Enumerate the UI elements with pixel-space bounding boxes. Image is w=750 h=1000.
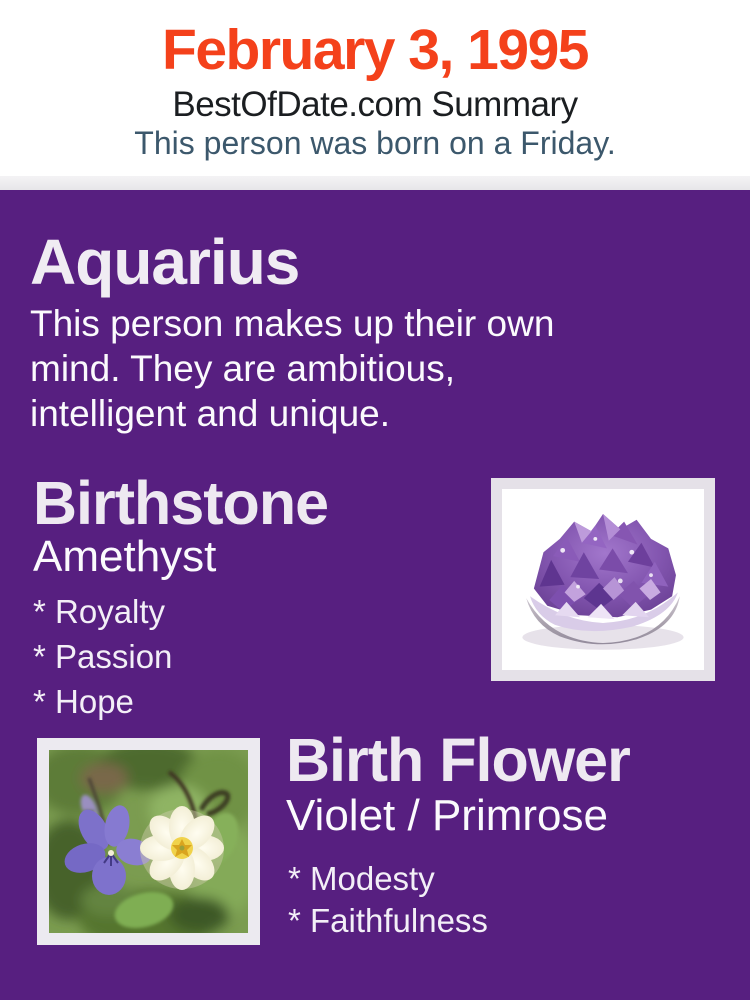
birthstone-name: Amethyst xyxy=(33,532,217,581)
date-title: February 3, 1995 xyxy=(162,18,588,82)
birthstone-trait-list xyxy=(33,589,172,724)
violet-primrose-illustration xyxy=(49,750,248,933)
page-header xyxy=(0,0,750,176)
birthstone-trait: * Passion xyxy=(33,638,173,675)
birthstone-photo xyxy=(491,478,715,681)
birth-flower-name: Violet / Primrose xyxy=(286,791,608,840)
primrose-flower xyxy=(140,806,224,890)
zodiac-description xyxy=(30,301,554,436)
zodiac-description-line: mind. They are ambitious, xyxy=(30,348,456,389)
divider-strip xyxy=(0,176,750,190)
birthstone-heading: Birthstone xyxy=(33,469,328,537)
amethyst-illustration xyxy=(507,493,699,665)
birthstone-trait: * Royalty xyxy=(33,593,166,630)
site-summary-title: BestOfDate.com Summary xyxy=(172,85,578,124)
birth-flower-heading: Birth Flower xyxy=(286,726,630,794)
zodiac-description-line: intelligent and unique. xyxy=(30,393,391,434)
zodiac-description-line: This person makes up their own xyxy=(30,303,555,344)
birthstone-trait: * Hope xyxy=(33,683,134,720)
birth-flower-trait: * Modesty xyxy=(288,860,435,897)
birth-flower-photo xyxy=(37,738,260,945)
birth-flower-trait: * Faithfulness xyxy=(288,902,488,939)
weekday-note: This person was born on a Friday. xyxy=(134,125,616,161)
zodiac-heading: Aquarius xyxy=(30,226,300,298)
birth-flower-trait-list xyxy=(288,858,488,942)
